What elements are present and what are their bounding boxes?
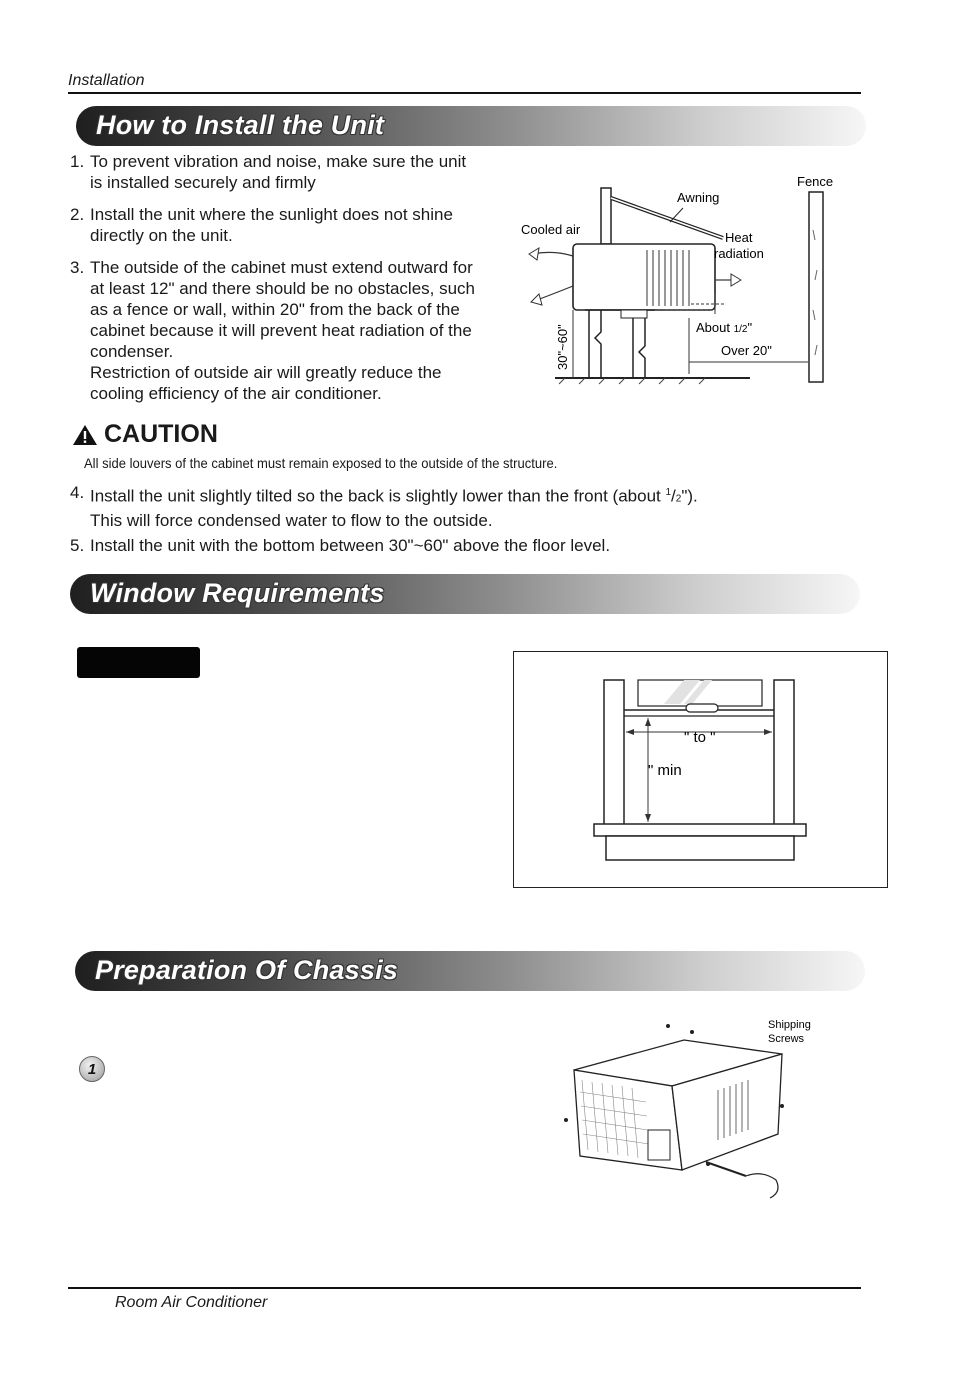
sill-apron — [606, 836, 794, 860]
install-step-2 — [70, 204, 510, 246]
install-step-3 — [70, 257, 510, 404]
step-line: Install the unit slightly tilted so the back is slightly lower than the front (about $^1$/2"). — [90, 486, 698, 506]
step-line: To prevent vibration and noise, make sure the unit — [90, 152, 467, 171]
step-number: 5. — [70, 536, 85, 555]
section-title-chassis: Preparation Of Chassis — [95, 955, 398, 985]
screws-label: Screws — [768, 1033, 805, 1045]
caution-heading — [72, 420, 218, 449]
install-step-5 — [70, 535, 850, 556]
cooled-air-arrow-top — [533, 252, 573, 256]
fence-label: Fence — [797, 174, 834, 189]
step-number: 1. — [70, 152, 85, 171]
screwdriver — [706, 1162, 746, 1176]
step-line: at least 12" and there should be no obstacles, such — [90, 279, 476, 298]
section-title-install: How to Install the Unit — [96, 110, 385, 140]
footer-rule — [68, 1287, 861, 1289]
step-number: 4. — [70, 483, 85, 502]
cooled-air-arrow-bottom — [537, 286, 573, 300]
window-diagram-box — [513, 651, 888, 888]
section-bar-chassis — [75, 951, 865, 991]
wall-post — [601, 188, 611, 244]
height-label: " min — [648, 762, 682, 779]
section-bar-window — [70, 574, 860, 614]
wall-below — [589, 310, 645, 378]
step-line: as a fence or wall, within 20" from the back of the — [90, 300, 460, 319]
window-frame-left — [604, 680, 624, 825]
cooled-air-label: Cooled air — [521, 222, 581, 237]
shipping-label: Shipping — [768, 1019, 811, 1031]
height-label: 30"~60" — [555, 324, 570, 370]
fence — [809, 192, 823, 382]
about-label: About 1/2" — [696, 320, 753, 335]
step-line: The outside of the cabinet must extend outward for — [90, 258, 473, 277]
chassis-step-badge: 1 — [79, 1056, 105, 1082]
install-diagram — [515, 170, 835, 390]
step-line: cabinet because it will prevent heat radiation of the — [90, 321, 472, 340]
ac-unit-body — [573, 244, 715, 310]
step-line: is installed securely and firmly — [90, 173, 316, 192]
caution-note: All side louvers of the cabinet must remain exposed to the outside of the structure. — [84, 455, 558, 471]
support-bracket — [621, 310, 647, 318]
over-20-label: Over 20" — [721, 343, 772, 358]
window-tab-block — [77, 647, 200, 678]
heat-label: Heat — [725, 230, 753, 245]
section-title-window: Window Requirements — [90, 578, 385, 608]
step-line: This will force condensed water to flow to the outside. — [90, 510, 493, 530]
window-sill — [594, 824, 806, 836]
step-line: directly on the unit. — [90, 226, 233, 245]
step-line: cooling efficiency of the air conditioner. — [90, 384, 382, 403]
hand — [746, 1174, 778, 1198]
install-step-4 — [70, 482, 850, 531]
step-line: Install the unit where the sunlight does not shine — [90, 205, 453, 224]
footer-product: Room Air Conditioner — [115, 1294, 268, 1311]
step-line: Restriction of outside air will greatly reduce the — [90, 363, 442, 382]
step-line: condenser. — [90, 342, 174, 361]
control-panel — [648, 1130, 670, 1160]
radiation-label: radiation — [714, 246, 764, 261]
warning-icon — [72, 424, 98, 446]
step-number: 3. — [70, 258, 85, 277]
sash-handle — [686, 704, 718, 712]
width-label: " to " — [684, 729, 716, 746]
step-line: Install the unit with the bottom between 30"~60" above the floor level. — [90, 536, 611, 555]
header-section-label: Installation — [68, 72, 145, 89]
window-diagram — [514, 652, 887, 887]
section-bar-install — [76, 106, 866, 146]
chassis-diagram — [550, 1010, 840, 1210]
header-rule — [68, 92, 861, 94]
awning-label: Awning — [677, 190, 720, 205]
install-step-1 — [70, 151, 510, 193]
caution-title: CAUTION — [104, 420, 218, 448]
window-frame-right — [774, 680, 794, 825]
step-number: 2. — [70, 205, 85, 224]
